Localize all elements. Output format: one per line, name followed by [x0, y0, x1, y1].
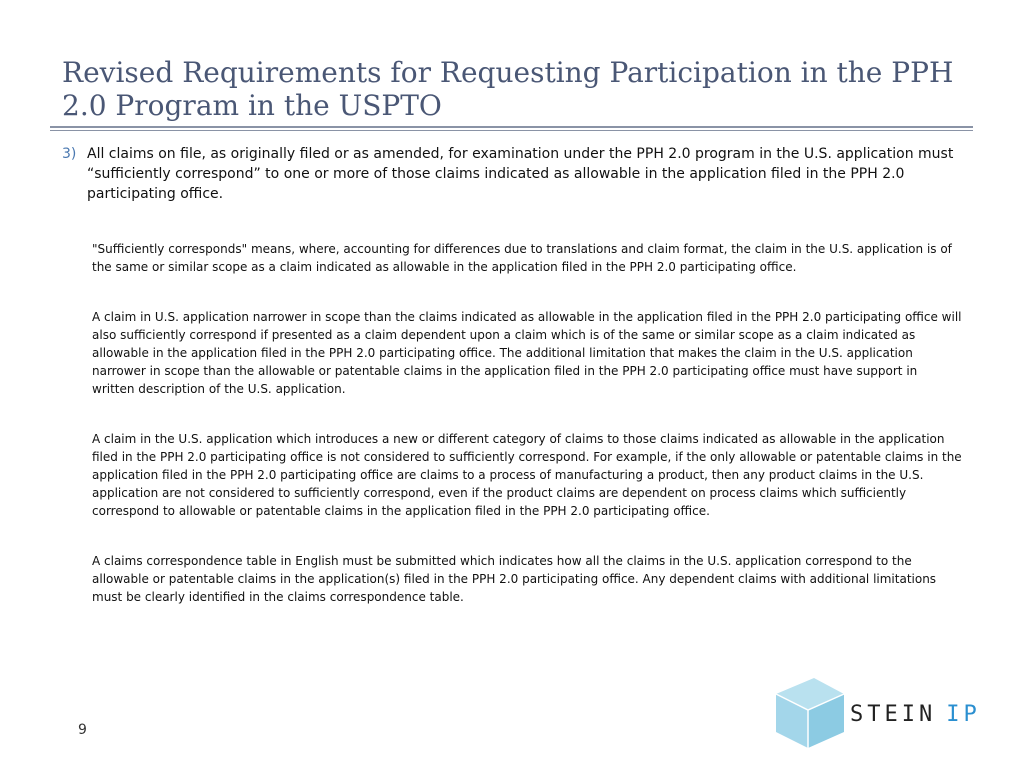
- logo-text: [850, 702, 981, 727]
- paragraph-sufficiently-corresponds: "Sufficiently corresponds" means, where, accounting for differences due to translations and claim format, the claim in the U.S. application is of the same or similar scope as a claim indicated as allowable in the application filed in the PPH 2.0 participating office.: [92, 242, 952, 274]
- paragraph-new-category: A claim in the U.S. application which introduces a new or different category of claims to those claims indicated as allowable in the application filed in the PPH 2.0 participating office is not considered to sufficiently correspond. For example, if the only allowable or patentable claims in the application filed in the PPH 2.0 participating office are claims to a process of manufacturing a product, then any product claims in the U.S. application are not considered to sufficiently correspond, even if the product claims are dependent on process claims which sufficiently correspond to allowable or patentable claims in the application filed in the PPH 2.0 participating office.: [92, 432, 962, 518]
- point-number: 3): [62, 146, 77, 162]
- stein-ip-logo: [774, 676, 984, 752]
- page-number: 9: [78, 722, 87, 738]
- paragraph-correspondence-table: A claims correspondence table in English must be submitted which indicates how all the claims in the U.S. application correspond to the allowable or patentable claims in the application(s) filed in the PPH 2.0 participating office. Any dependent claims with additional limitations must be clearly identified in the claims correspondence table.: [92, 554, 937, 604]
- point-text: All claims on file, as originally filed or as amended, for examination under the PPH 2.0 program in the U.S. application must “sufficiently correspond” to one or more of those claims indicated as allowable in the application filed in the PPH 2.0 participating office.: [87, 146, 954, 202]
- slide-title: Revised Requirements for Requesting Participation in the PPH 2.0 Program in the USPTO: [62, 56, 954, 122]
- numbered-point: [62, 144, 962, 204]
- paragraph-narrower-claims: A claim in U.S. application narrower in scope than the claims indicated as allowable in the application filed in the PPH 2.0 participating office will also sufficiently correspond if presented as a claim dependent upon a claim which is of the same or similar scope as a claim indicated as allowable in the application filed in the PPH 2.0 participating office. The additional limitation that makes the claim in the U.S. application narrower in scope than the allowable or patentable claims in the application filed in the PPH 2.0 participating office must have support in written description of the U.S. application.: [92, 310, 962, 396]
- title-divider-thin: [50, 130, 973, 131]
- cube-icon: [774, 676, 846, 750]
- title-divider: [50, 126, 973, 128]
- logo-name: STEIN: [850, 702, 937, 727]
- logo-suffix: IP: [946, 702, 981, 727]
